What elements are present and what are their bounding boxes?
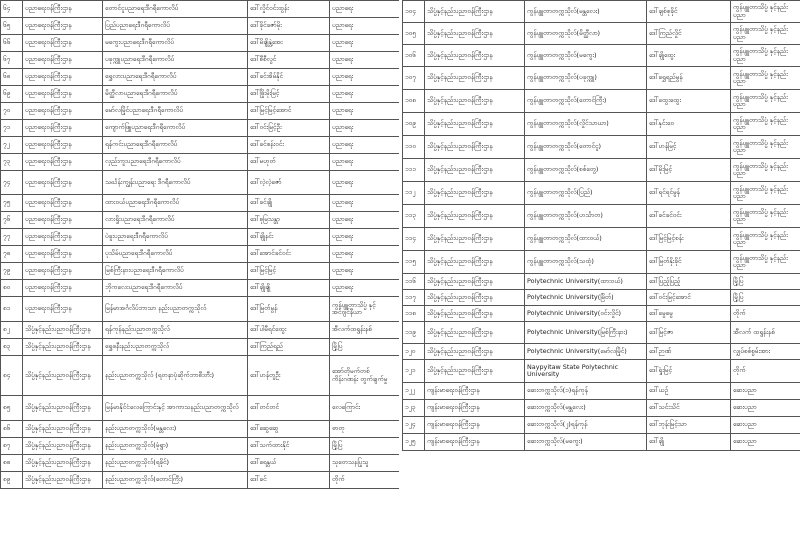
department-cell: ကွန်ပျူတာသိပ္ပံ နှင့်နည်းပညာ [731, 67, 800, 90]
institution-cell: မြစ်ကြီးနားပညာရေးဒီဂရီကောလိပ် [103, 263, 248, 280]
department-cell: ဆေးပညာ [731, 417, 800, 434]
institution-cell: ကွန်ပျူတာတက္ကသိုလ်(စစ်တွေ) [525, 159, 647, 182]
institution-cell: ဘိုကလေးပညာရေးဒီဂရီကောလိပ် [103, 280, 248, 297]
institution-cell: ပခုက္ကူပညာရေးဒီဂရီကောလိပ် [103, 52, 248, 69]
ministry-cell: သိပ္ပံနှင့်နည်းပညာဝန်ကြီးဌာန [425, 228, 525, 251]
table-row [1, 154, 400, 171]
table-row [403, 205, 800, 228]
head-name-cell: ဒေါ်နှင်းဝေ [647, 113, 731, 136]
head-name-cell: ဒေါ်တင်တင် [248, 396, 330, 421]
department-cell: လျှပ်စစ်စွမ်းအား [731, 344, 800, 360]
row-number: ၇၅ [1, 195, 23, 212]
table-row [1, 1, 400, 18]
head-name-cell: ဒေါ်မြတ်မွန် [248, 297, 330, 322]
left-table-body [1, 1, 400, 489]
ministry-cell: ပညာရေးဝန်ကြီးဌာန [23, 171, 103, 195]
head-name-cell: ဒေါ်ခင်အိမ်နိုင် [248, 69, 330, 86]
table-row [403, 182, 800, 205]
table-row [1, 137, 400, 154]
department-cell: ပညာရေး [330, 52, 400, 69]
ministry-cell: သိပ္ပံနှင့်နည်းပညာဝန်ကြီးဌာန [425, 90, 525, 113]
ministry-cell: သိပ္ပံနှင့်နည်းပညာဝန်ကြီးဌာန [23, 438, 103, 455]
department-cell: ကွန်ပျူတာသိပ္ပံ နှင့်အင်ဂျင်နီယာ [330, 297, 400, 322]
department-cell: ဆေးပညာ [731, 383, 800, 400]
department-cell: ဆေးပညာ [731, 434, 800, 451]
department-cell: တိုက် [731, 360, 800, 383]
row-number: ၈၈ [1, 455, 23, 472]
ministry-cell: သိပ္ပံနှင့်နည်းပညာဝန်ကြီးဌာန [425, 1, 525, 23]
institution-cell: မော်လမြိုင်ပညာရေးဒီဂရီကောလိပ် [103, 103, 248, 120]
department-cell: ပညာရေး [330, 69, 400, 86]
head-name-cell: ဒေါ်ခင်ချို [248, 195, 330, 212]
row-number: ၇၆ [1, 212, 23, 229]
department-cell: သုတေသနပြုသူ [330, 455, 400, 472]
ministry-cell: သိပ္ပံနှင့်နည်းပညာဝန်ကြီးဌာန [425, 113, 525, 136]
table-row [403, 67, 800, 90]
institution-cell: သင်္ဃန်းကျွန်းပညာရေး ဒီဂရီကောလိပ် [103, 171, 248, 195]
institution-cell: မြန်မာအင်္ဂလိပ်ဘာသာ နည်းပညာတက္ကသိုလ် [103, 297, 248, 322]
table-row [1, 171, 400, 195]
table-row [1, 455, 400, 472]
right-records-table [402, 0, 800, 451]
ministry-cell: ပညာရေးဝန်ကြီးဌာန [23, 229, 103, 246]
table-row [403, 90, 800, 113]
institution-cell: ကွန်ပျူတာတက္ကသိုလ်(ဟင်္သာတ) [525, 205, 647, 228]
table-row [403, 417, 800, 434]
department-cell: ကွန်ပျူတာသိပ္ပံ နှင့်နည်းပညာ [731, 159, 800, 182]
ministry-cell: သိပ္ပံနှင့်နည်းပညာဝန်ကြီးဌာန [425, 159, 525, 182]
row-number: ၇၈ [1, 246, 23, 263]
department-cell: ပညာရေး [330, 171, 400, 195]
department-cell: တိုက် [330, 472, 400, 489]
head-name-cell: ဒေါ်ခင်ခင်ဝင်း [647, 205, 731, 228]
ministry-cell: သိပ္ပံနှင့်နည်းပညာဝန်ကြီးဌာန [23, 396, 103, 421]
head-name-cell: ဒေါ်ရှုံးမြင့် [647, 360, 731, 383]
department-cell: ကွန်ပျူတာသိပ္ပံ နှင့်နည်းပညာ [731, 113, 800, 136]
table-row [1, 18, 400, 35]
table-row [1, 212, 400, 229]
department-cell: ပညာရေး [330, 137, 400, 154]
institution-cell: နည်းပညာတက္ကသိုလ်(မုံရွာ) [103, 438, 248, 455]
row-number: ၁၀၅ [403, 23, 425, 45]
head-name-cell: ဒေါ်ကြည်ရည် [248, 339, 330, 356]
table-row [1, 280, 400, 297]
head-name-cell: ဒေါ်ချို [647, 434, 731, 451]
table-row [1, 339, 400, 356]
row-number: ၁၂၄ [403, 417, 425, 434]
department-cell: ပညာရေး [330, 263, 400, 280]
institution-cell: ရွှေဖနီးနည်းပညာတက္ကသိုလ် [103, 339, 248, 356]
ministry-cell: ပညာရေးဝန်ကြီးဌာန [23, 246, 103, 263]
ministry-cell: သိပ္ပံနှင့်နည်းပညာဝန်ကြီးဌာန [425, 274, 525, 290]
head-name-cell: ဒေါ်ချိုနင်း [248, 229, 330, 246]
row-number: ၈၃ [1, 339, 23, 356]
row-number: ၇၄ [1, 171, 23, 195]
institution-cell: လှည်းကူးပညာရေးဒီဂရီကောလိပ် [103, 154, 248, 171]
row-number: ၇၂ [1, 137, 23, 154]
table-row [403, 322, 800, 344]
institution-cell: Polytechnic University(မြိတ်) [525, 290, 647, 306]
department-cell: ကွန်ပျူတာသိပ္ပံ နှင့်နည်းပညာ [731, 136, 800, 159]
table-row [403, 251, 800, 274]
institution-cell: ရန်ကင်းပညာရေးဒီဂရီကောလိပ် [103, 137, 248, 154]
institution-cell: တောင်ငူပညာရေးဒီဂရီကောလိပ် [103, 1, 248, 18]
institution-cell: ဆေးတက္ကသိုလ်(မကွေး) [525, 434, 647, 451]
head-name-cell: ဒေါ်လဲ့လဲ့ဇော် [248, 171, 330, 195]
ministry-cell: သိပ္ပံနှင့်နည်းပညာဝန်ကြီးဌာန [425, 322, 525, 344]
ministry-cell: ပညာရေးဝန်ကြီးဌာန [23, 1, 103, 18]
row-number: ၁၁၅ [403, 251, 425, 274]
ministry-cell: သိပ္ပံနှင့်နည်းပညာဝန်ကြီးဌာန [23, 322, 103, 339]
row-number: ၈၇ [1, 438, 23, 455]
row-number: ၇၁ [1, 120, 23, 137]
row-number: ၈၄ [1, 356, 23, 396]
row-number: ၁၀၈ [403, 90, 425, 113]
head-name-cell: ဒေါ်ထွေးထွေး [647, 90, 731, 113]
table-row [403, 113, 800, 136]
row-number: ၈၉ [1, 472, 23, 489]
table-row [1, 322, 400, 339]
department-cell: ကွန်ပျူတာသိပ္ပံ နှင့်နည်းပညာ [731, 228, 800, 251]
department-cell: မြို့ပြ [731, 290, 800, 306]
row-number: ၁၀၄ [403, 1, 425, 23]
head-name-cell: ဒေါ်ခင် [248, 472, 330, 489]
table-row [1, 86, 400, 103]
department-cell: ကွန်ပျူတာသိပ္ပံ နှင့်နည်းပညာ [731, 205, 800, 228]
ministry-cell: သိပ္ပံနှင့်နည်းပညာဝန်ကြီးဌာန [425, 45, 525, 67]
head-name-cell: ဒေါ်ဘုန်းမြင့်သာ [647, 417, 731, 434]
department-cell: မြို့ပြ [731, 274, 800, 290]
ministry-cell: ပညာရေးဝန်ကြီးဌာန [23, 86, 103, 103]
table-row [1, 438, 400, 455]
ministry-cell: သိပ္ပံနှင့်နည်းပညာဝန်ကြီးဌာန [425, 23, 525, 45]
department-cell: ပညာရေး [330, 195, 400, 212]
institution-cell: မကွေးပညာရေးဒီဂရီကောလိပ် [103, 35, 248, 52]
institution-cell: ပုသိမ်ပညာရေးဒီဂရီကောလိပ် [103, 246, 248, 263]
table-row [1, 229, 400, 246]
head-name-cell: ဒေါ်ဟန်တူဦး [248, 356, 330, 396]
table-row [403, 290, 800, 306]
department-cell: ပညာရေး [330, 103, 400, 120]
row-number: ၈၂ [1, 322, 23, 339]
ministry-cell: သိပ္ပံနှင့်နည်းပညာဝန်ကြီးဌာန [23, 421, 103, 438]
row-number: ၈၁ [1, 297, 23, 322]
table-row [1, 421, 400, 438]
row-number: ၁၀၇ [403, 67, 425, 90]
row-number: ၁၁၈ [403, 306, 425, 322]
row-number: ၁၁၃ [403, 205, 425, 228]
department-cell: မြို့ပြ [330, 438, 400, 455]
table-row [1, 263, 400, 280]
institution-cell: ဆေးတက္ကသိုလ်(မန္တလေး) [525, 400, 647, 417]
row-number: ၁၁၉ [403, 322, 425, 344]
table-row [403, 383, 800, 400]
row-number: ၈၅ [1, 396, 23, 421]
institution-cell: ကွန်ပျူတာတက္ကသိုလ်(ပြည်) [525, 182, 647, 205]
head-name-cell: ဒေါ်စီစီလွင် [248, 52, 330, 69]
table-row [1, 35, 400, 52]
table-row [1, 52, 400, 69]
left-records-table [0, 0, 400, 489]
ministry-cell: သိပ္ပံနှင့်နည်းပညာဝန်ကြီးဌာန [425, 205, 525, 228]
head-name-cell: ဒေါ်မွေမွေ [647, 306, 731, 322]
ministry-cell: သိပ္ပံနှင့်နည်းပညာဝန်ကြီးဌာန [425, 182, 525, 205]
ministry-cell: သိပ္ပံနှင့်နည်းပညာဝန်ကြီးဌာန [425, 290, 525, 306]
row-number: ၈၆ [1, 421, 23, 438]
ministry-cell: ပညာရေးဝန်ကြီးဌာန [23, 137, 103, 154]
head-name-cell: ဒေါ်ချစ်စုခိုင် [647, 1, 731, 23]
institution-cell: မြန်မာနိုင်ငံလေကြောင်းနှင့် အာကာသနည်းပညာတက္ကသိုလ် [103, 396, 248, 421]
head-name-cell: ဒေါ်သင်းသိင် [647, 400, 731, 417]
ministry-cell: ကျန်းမာရေးဝန်ကြီးဌာန [425, 400, 525, 417]
institution-cell: ကွန်ပျူတာတက္ကသိုလ်(မန္တလေး) [525, 1, 647, 23]
head-name-cell: ဒေါ်မိုးမြင့် [647, 159, 731, 182]
institution-cell: ထားဝယ်ပညာရေးဒီဂရီကောလိပ် [103, 195, 248, 212]
ministry-cell: သိပ္ပံနှင့်နည်းပညာဝန်ကြီးဌာန [425, 344, 525, 360]
institution-cell: မိတ္ထီလာပညာရေးဒီဂရီကောလိပ် [103, 86, 248, 103]
row-number: ၆၉ [1, 86, 23, 103]
institution-cell: ကျောက်ဖြူပညာရေးဒီဂရီကောလိပ် [103, 120, 248, 137]
institution-cell: လားရှိုးပညာရေးဒီဂရီကောလိပ် [103, 212, 248, 229]
table-row [403, 344, 800, 360]
department-cell: ပညာရေး [330, 120, 400, 137]
department-cell: ပညာရေး [330, 154, 400, 171]
head-name-cell: ဒေါ်ဟန်မြင့် [647, 136, 731, 159]
head-name-cell: ဒေါ်ကြည်လှိုင် [647, 23, 731, 45]
institution-cell: ရန်ကုန်နည်းပညာတက္ကသိုလ် [103, 322, 248, 339]
institution-cell: ဆေးတက္ကသိုလ်(၂)ရန်ကုန် [525, 417, 647, 434]
row-number: ၁၂၂ [403, 383, 425, 400]
row-number: ၆၄ [1, 1, 23, 18]
ministry-cell: သိပ္ပံနှင့်နည်းပညာဝန်ကြီးဌာန [425, 360, 525, 383]
head-name-cell: ဒေါ်မြင့်မြင့် [248, 263, 330, 280]
table-row [403, 23, 800, 45]
institution-cell: ကွန်ပျူတာတက္ကသိုလ်(တောင်ငူ) [525, 136, 647, 159]
institution-cell: ဆေးတက္ကသိုလ်(၁)ရန်ကုန် [525, 383, 647, 400]
row-number: ၈၀ [1, 280, 23, 297]
ministry-cell: ပညာရေးဝန်ကြီးဌာန [23, 69, 103, 86]
table-row [403, 434, 800, 451]
head-name-cell: ဒေါ်ဉာဏ် [647, 344, 731, 360]
row-number: ၁၁၀ [403, 136, 425, 159]
ministry-cell: သိပ္ပံနှင့်နည်းပညာဝန်ကြီးဌာန [23, 356, 103, 396]
ministry-cell: ပညာရေးဝန်ကြီးဌာန [23, 52, 103, 69]
institution-cell: Naypyitaw State Polytechnic University [525, 360, 647, 383]
head-name-cell: ဒေါ်ချိုထွေး [647, 45, 731, 67]
department-cell: ဓာတု [330, 421, 400, 438]
ministry-cell: ကျန်းမာရေးဝန်ကြီးဌာန [425, 383, 525, 400]
institution-cell: ကွန်ပျူတာတက္ကသိုလ်(လှိုင်သာယာ) [525, 113, 647, 136]
institution-cell: ပြည်ပညာရေးဒီဂရီကောလိပ် [103, 18, 248, 35]
row-number: ၆၅ [1, 18, 23, 35]
institution-cell: ပဲခူးပညာရေးဒီဂရီကောလိပ် [103, 229, 248, 246]
department-cell: ပညာရေး [330, 246, 400, 263]
ministry-cell: ပညာရေးဝန်ကြီးဌာန [23, 297, 103, 322]
ministry-cell: သိပ္ပံနှင့်နည်းပညာဝန်ကြီးဌာန [425, 251, 525, 274]
head-name-cell: ဒေါ်အောင်ခင်ဝင်း [248, 246, 330, 263]
department-cell: ပညာရေး [330, 280, 400, 297]
institution-cell: Polytechnic University(မြစ်ကြီးနား) [525, 322, 647, 344]
institution-cell: နည်းပညာတက္ကသိုလ်(တောင်ကြီး) [103, 472, 248, 489]
table-row [1, 69, 400, 86]
ministry-cell: ပညာရေးဝန်ကြီးဌာန [23, 263, 103, 280]
row-number: ၁၂၀ [403, 344, 425, 360]
head-name-cell: ဒေါ်မြင့်မြင့်စန်း [647, 228, 731, 251]
ministry-cell: ပညာရေးဝန်ကြီးဌာန [23, 195, 103, 212]
institution-cell: Polytechnic University(ထားဝယ်) [525, 274, 647, 290]
table-row [403, 400, 800, 417]
department-cell: ပညာရေး [330, 212, 400, 229]
ministry-cell: သိပ္ပံနှင့်နည်းပညာဝန်ကြီးဌာန [425, 67, 525, 90]
head-name-cell: ဒေါ်ချိုချို [248, 280, 330, 297]
department-cell: အော်တိုမက်တစ် ကိန်းဂဏန်း တွက်ချက်မှု [330, 356, 400, 396]
ministry-cell: သိပ္ပံနှင့်နည်းပညာဝန်ကြီးဌာန [425, 136, 525, 159]
head-name-cell: ဒေါ်မြင့်မြင့်အောင် [248, 103, 330, 120]
institution-cell: ကွန်ပျူတာတက္ကသိုလ်(ပခုက္ကူ) [525, 67, 647, 90]
table-row [403, 1, 800, 23]
row-number: ၁၁၁ [403, 159, 425, 182]
ministry-cell: ပညာရေးဝန်ကြီးဌာန [23, 154, 103, 171]
department-cell: ပညာရေး [330, 229, 400, 246]
department-cell: ပညာရေး [330, 1, 400, 18]
head-name-cell: ဒေါ်ပါမီရင်ထွေး [248, 322, 330, 339]
ministry-cell: ပညာရေးဝန်ကြီးဌာန [23, 18, 103, 35]
institution-cell: နည်းပညာတက္ကသိုလ်(မန္တလေး) [103, 421, 248, 438]
institution-cell: နည်းပညာတက္ကသိုလ်(ရခိုင်) [103, 455, 248, 472]
institution-cell: Polytechnic University(ဝင်းလှိုင်) [525, 306, 647, 322]
head-name-cell: ဒေါ်မြင့်ဇာ [647, 322, 731, 344]
department-cell: ကွန်ပျူတာသိပ္ပံ နှင့်နည်းပညာ [731, 251, 800, 274]
right-table-body [403, 1, 800, 451]
head-name-cell: ဒေါ်ခင်စန်းဝင်း [248, 137, 330, 154]
table-row [403, 360, 800, 383]
table-row [1, 356, 400, 396]
table-row [403, 228, 800, 251]
ministry-cell: သိပ္ပံနှင့်နည်းပညာဝန်ကြီးဌာန [23, 339, 103, 356]
head-name-cell: ဒေါ်ယဉ် [647, 383, 731, 400]
table-row [1, 396, 400, 421]
table-row [403, 136, 800, 159]
table-row [1, 103, 400, 120]
head-name-cell: ဒေါ်ရင်ရင်မွန် [647, 182, 731, 205]
department-cell: ကွန်ပျူတာသိပ္ပံ နှင့်နည်းပညာ [731, 45, 800, 67]
head-name-cell: ဒေါ်ဝင်းမြင့်ဦး [248, 120, 330, 137]
row-number: ၇၀ [1, 103, 23, 120]
head-name-cell: ဒေါ်ဖြိုးမိုးမြင့် [248, 86, 330, 103]
row-number: ၁၁၆ [403, 274, 425, 290]
ministry-cell: ပညာရေးဝန်ကြီးဌာန [23, 35, 103, 52]
department-cell: လေကြောင်း [330, 396, 400, 421]
department-cell: ကွန်ပျူတာသိပ္ပံ နှင့်နည်းပညာ [731, 90, 800, 113]
table-row [1, 472, 400, 489]
row-number: ၁၂၁ [403, 360, 425, 383]
row-number: ၆၆ [1, 35, 23, 52]
head-name-cell: ဒေါ်ရွှေရည်မွန် [647, 67, 731, 90]
ministry-cell: ပညာရေးဝန်ကြီးဌာန [23, 212, 103, 229]
institution-cell: ကွန်ပျူတာတက္ကသိုလ်(တောင်ကြီး) [525, 90, 647, 113]
row-number: ၇၃ [1, 154, 23, 171]
row-number: ၇၉ [1, 263, 23, 280]
row-number: ၁၂၅ [403, 434, 425, 451]
row-number: ၁၂၃ [403, 400, 425, 417]
head-name-cell: ဒေါ်မြတ်နိုးခိုင် [647, 251, 731, 274]
row-number: ၆၇ [1, 52, 23, 69]
row-number: ၁၁၂ [403, 182, 425, 205]
table-row [403, 274, 800, 290]
department-cell: ပညာရေး [330, 86, 400, 103]
institution-cell: ကွန်ပျူတာတက္ကသိုလ်(သထုံ) [525, 251, 647, 274]
head-name-cell: ဒေါ်ဆွေဆွေ [248, 421, 330, 438]
head-name-cell: ဒေါ်ရေနွယ် [248, 455, 330, 472]
head-name-cell: ဒေါ်မိချိုနွဲ့အေး [248, 35, 330, 52]
department-cell: ကွန်ပျူတာသိပ္ပံ နှင့်နည်းပညာ [731, 23, 800, 45]
table-row [403, 306, 800, 322]
table-row [403, 159, 800, 182]
institution-cell: ကွန်ပျူတာတက္ကသိုလ်(ထားဝယ်) [525, 228, 647, 251]
table-row [1, 297, 400, 322]
ministry-cell: ကျန်းမာရေးဝန်ကြီးဌာန [425, 417, 525, 434]
ministry-cell: ပညာရေးဝန်ကြီးဌာန [23, 103, 103, 120]
row-number: ၇၇ [1, 229, 23, 246]
department-cell: ဆေးပညာ [731, 400, 800, 417]
ministry-cell: သိပ္ပံနှင့်နည်းပညာဝန်ကြီးဌာန [23, 472, 103, 489]
department-cell: ပညာရေး [330, 18, 400, 35]
table-row [1, 120, 400, 137]
head-name-cell: ဒေါ်လှိုင်ဝင်းထွန်း [248, 1, 330, 18]
table-row [1, 195, 400, 212]
department-cell: ကွန်ပျူတာသိပ္ပံ နှင့်နည်းပညာ [731, 182, 800, 205]
row-number: ၁၀၆ [403, 45, 425, 67]
department-cell: တိုက် [731, 306, 800, 322]
ministry-cell: သိပ္ပံနှင့်နည်းပညာဝန်ကြီးဌာန [23, 455, 103, 472]
institution-cell: ကွန်ပျူတာတက္ကသိုလ်(မကွေး) [525, 45, 647, 67]
department-cell: အီလက် ထရွန်းနစ် [731, 322, 800, 344]
department-cell: အီလက်ထရွန်းနစ် [330, 322, 400, 339]
table-row [1, 246, 400, 263]
institution-cell: ကွန်ပျူတာတက္ကသိုလ်(မိတ္ထီလာ) [525, 23, 647, 45]
ministry-cell: ပညာရေးဝန်ကြီးဌာန [23, 120, 103, 137]
department-cell: မြို့ပြ [330, 339, 400, 356]
row-number: ၁၁၇ [403, 290, 425, 306]
head-name-cell: ဒေါ်ပြည့်ပြည့် [647, 274, 731, 290]
head-name-cell: ဒေါ်မဟုတ် [248, 154, 330, 171]
ministry-cell: ကျန်းမာရေးဝန်ကြီးဌာန [425, 434, 525, 451]
head-name-cell: ဒေါ်သက်ထားနိုင် [248, 438, 330, 455]
ministry-cell: သိပ္ပံနှင့်နည်းပညာဝန်ကြီးဌာန [425, 306, 525, 322]
head-name-cell: ဒေါ်ဝင်းမြင့်အောင် [647, 290, 731, 306]
row-number: ၁၀၉ [403, 113, 425, 136]
row-number: ၆၈ [1, 69, 23, 86]
table-row [403, 45, 800, 67]
row-number: ၁၁၄ [403, 228, 425, 251]
department-cell: ပညာရေး [330, 35, 400, 52]
head-name-cell: ဒေါ်စုမြသန္တာ [248, 212, 330, 229]
ministry-cell: ပညာရေးဝန်ကြီးဌာန [23, 280, 103, 297]
institution-cell: နည်းပညာတက္ကသိုလ် (ရတနာပုံဆိုက်ဘာစီးတီး) [103, 356, 248, 396]
institution-cell: ရွှေလားပညာရေးဒီဂရီကောလိပ် [103, 69, 248, 86]
institution-cell: Polytechnic University(မော်လမြိုင်) [525, 344, 647, 360]
department-cell: ကွန်ပျူတာသိပ္ပံ နှင့်နည်းပညာ [731, 1, 800, 23]
head-name-cell: ဒေါ်ခိုင်ဇော်မိုး [248, 18, 330, 35]
